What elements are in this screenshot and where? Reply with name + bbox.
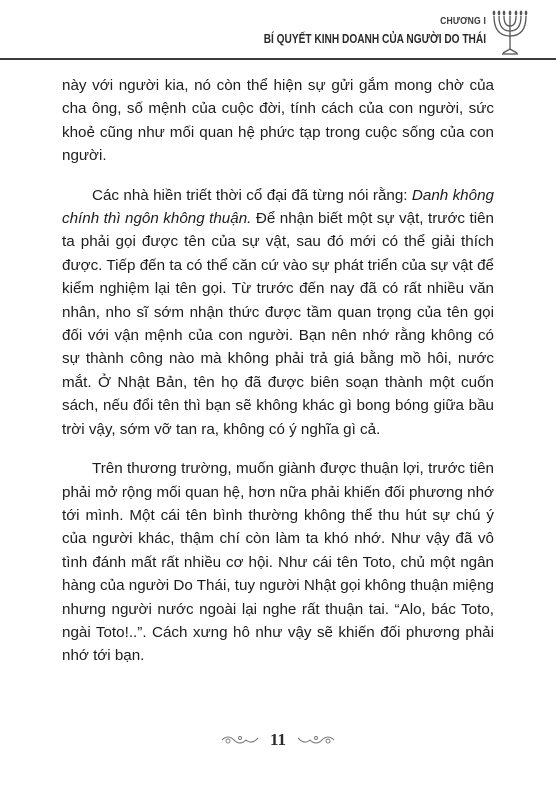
paragraph-1: này với người kia, nó còn thể hiện sự gửi gắm mong chờ của cha ông, số mệnh của cuộc đời, tính cách của con người, sức khoẻ cũng như mối quan hệ phức tạp trong cuộc sống của con người. bbox=[62, 77, 494, 165]
paragraph-2-lead: Các nhà hiền triết thời cổ đại đã từng nói rằng: bbox=[92, 186, 412, 204]
paragraph-2 bbox=[62, 184, 494, 441]
header-divider bbox=[0, 58, 556, 60]
chapter-label: CHƯƠNG I bbox=[440, 15, 486, 27]
paragraph-3: Trên thương trường, muốn giành được thuận lợi, trước tiên phải mở rộng mối quan hệ, hơn nữa phải khiến đối phương nhớ tới mình. Một cái tên bình thường không thể thu hút sự chú ý của người khác, thậm chí còn làm ta khó nhớ. Như vậy đã vô tình đánh mất rất nhiều cơ hội. Như cái tên Toto, chủ một ngân hàng của người Do Thái, tuy người Nhật gọi không thuận miệng nhưng người nước ngoài lại nghe rất thuận tai. “Alo, bác Toto, ngài Toto!..”. Cách xưng hô như vậy sẽ khiến đối phương phải nhớ tới bạn. bbox=[62, 460, 494, 665]
book-title: BÍ QUYẾT KINH DOANH CỦA NGƯỜI DO THÁI bbox=[263, 31, 486, 47]
page-footer bbox=[0, 730, 556, 750]
page-number: 11 bbox=[269, 730, 287, 749]
proverb-quote: Danh không chính thì ngôn không thuận. bbox=[62, 186, 494, 228]
paragraph-2-rest: Để nhận biết một sự vật, trước tiên ta phải gọi được tên của sự vật, sau đó mới có thể giải thích được. Tiếp đến ta có thể căn cứ vào sự phát triển của sự vật để kiểm nghiệm lại tên gọi. Từ trước đến nay đã có rất nhiều văn nhân, nho sĩ sớm nhận thức được tầm quan trọng của tên gọi đối với vận mệnh của con người. Bạn nên nhớ rằng không có sự thành công nào mà không phải trả giá bằng mồ hôi, nước mắt. Ở Nhật Bản, tên họ đã được biên soạn thành một cuốn sách, nếu đổi tên thì bạn sẽ không khác gì bong bóng giữa bầu trời vậy, sớm vỡ tan ra, không có ý nghĩa gì cả. bbox=[62, 210, 494, 438]
menorah-icon bbox=[490, 6, 530, 58]
running-header bbox=[201, 16, 486, 46]
flourish-ornament-icon bbox=[296, 733, 336, 747]
flourish-ornament-icon bbox=[220, 733, 260, 747]
body-text bbox=[62, 74, 494, 668]
